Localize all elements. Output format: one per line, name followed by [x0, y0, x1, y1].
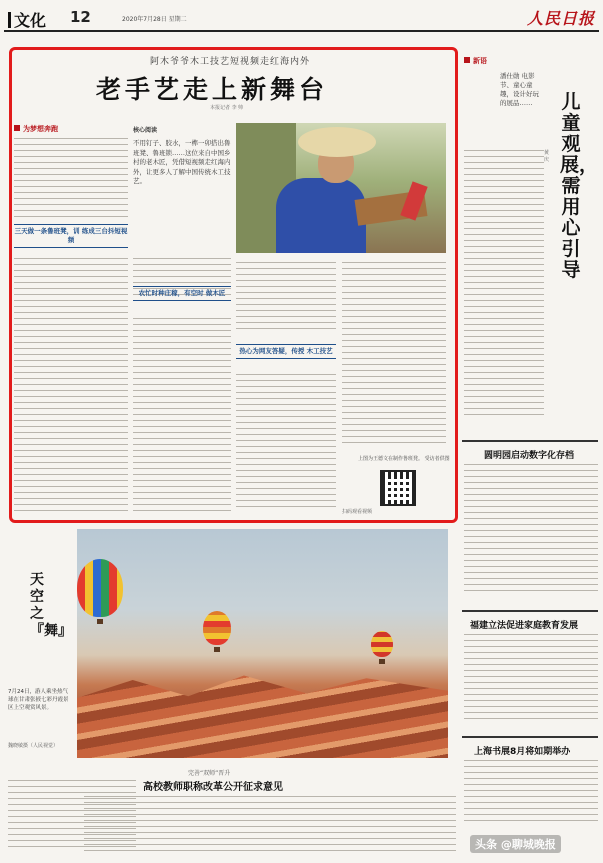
photo-caption: 上图为王德文在制作鲁班凳。 受访者供图 [358, 456, 450, 462]
bottom-kicker: 完善“双师”晋升 [188, 770, 231, 777]
source-watermark: 头条 @聊城晚报 [470, 835, 561, 853]
photo-credit: 魏晓敏摄（人民视觉） [8, 743, 59, 749]
subheading-box-2: 农忙时种庄稼，有空时 做木匠 [133, 286, 231, 301]
article-kicker: 阿木爷爷木工技艺短视频走红海内外 [150, 57, 311, 67]
core-reading-title: 核心阅读 [133, 127, 158, 134]
column-author: 黄 庆 [544, 150, 550, 163]
news-item-2-body [464, 634, 598, 726]
article-headline: 老手艺走上新舞台 [96, 75, 329, 104]
news-item-3-body [464, 760, 598, 830]
hot-air-balloon-large [77, 559, 123, 617]
article-body-col1-top [14, 138, 128, 220]
balloon-basket [214, 647, 220, 652]
core-reading-box [133, 125, 233, 187]
craftsman-photo [236, 123, 446, 253]
craftsman-body [276, 178, 366, 253]
section-label: 文化 [14, 11, 47, 30]
section-name [8, 8, 46, 31]
promo-text: 潘仕勋 电影节、童心童趣，设计好玩的展品…… [500, 72, 539, 107]
section-heading-1-label: 为梦想奔跑 [23, 125, 58, 133]
masthead [4, 6, 599, 32]
qr-code[interactable] [380, 470, 416, 506]
new-flag [464, 56, 487, 66]
column-title: 儿童观展，需用心引导 [560, 91, 599, 281]
news-divider-2 [462, 610, 598, 612]
core-reading-text: 不用钉子、胶水，一榫一卯搭出鲁班凳、鲁班锁……这位来自中国乡村的老木匠，凭借短视频走红海内外，让更多人了解中国传统木工技艺。 [133, 139, 231, 185]
news-item-1-title: 圆明园启动数字化存档 [484, 451, 575, 461]
article-body-col3-top [236, 262, 336, 338]
rainbow-mountains [77, 671, 448, 758]
article-body-col4 [342, 262, 446, 448]
qr-label: 扫码观看视频 [342, 509, 373, 515]
article-body-col2 [133, 318, 231, 516]
article-body-col3 [236, 374, 336, 516]
hot-air-balloon-mid [203, 611, 231, 645]
new-flag-marker [464, 57, 470, 63]
news-divider-1 [462, 440, 598, 442]
article-byline: 本报记者 李 帅 [210, 105, 244, 111]
news-item-3-title: 上海书展8月将如期举办 [474, 747, 571, 757]
balloon-basket [97, 619, 103, 624]
straw-hat [298, 127, 376, 157]
heading-marker [14, 125, 20, 131]
right-body-1 [464, 150, 544, 420]
subheading-box-1: 三天做一条鲁班凳，训 练成三台抖短视频 [14, 224, 128, 248]
page-number: 12 [70, 8, 91, 26]
news-item-1-body [464, 464, 598, 596]
balloon-photo [77, 529, 448, 758]
news-item-2-title: 福建立法促进家庭教育发展 [470, 621, 579, 631]
hot-air-balloon-small [371, 631, 393, 657]
photo-side-title: 天空之『舞』 [30, 572, 72, 639]
issue-date: 2020年7月28日 星期二 [122, 16, 187, 23]
section-bar [8, 12, 11, 28]
article-body-col1 [14, 258, 128, 516]
bottom-body [84, 796, 456, 856]
news-divider-3 [462, 736, 598, 738]
subheading-box-3: 热心为网友答疑，传授 木工技艺 [236, 344, 336, 359]
bottom-headline: 高校教师职称改革公开征求意见 [143, 782, 283, 793]
newspaper-logo: 人民日报 [526, 9, 595, 28]
photo-side-caption: 7月24日，游人乘坐热气球在甘肃张掖七彩丹霞景区上空观赏风景。 [8, 689, 69, 711]
new-flag-label: 新语 [473, 57, 487, 65]
section-heading-1 [14, 124, 58, 134]
balloon-basket [379, 659, 385, 664]
